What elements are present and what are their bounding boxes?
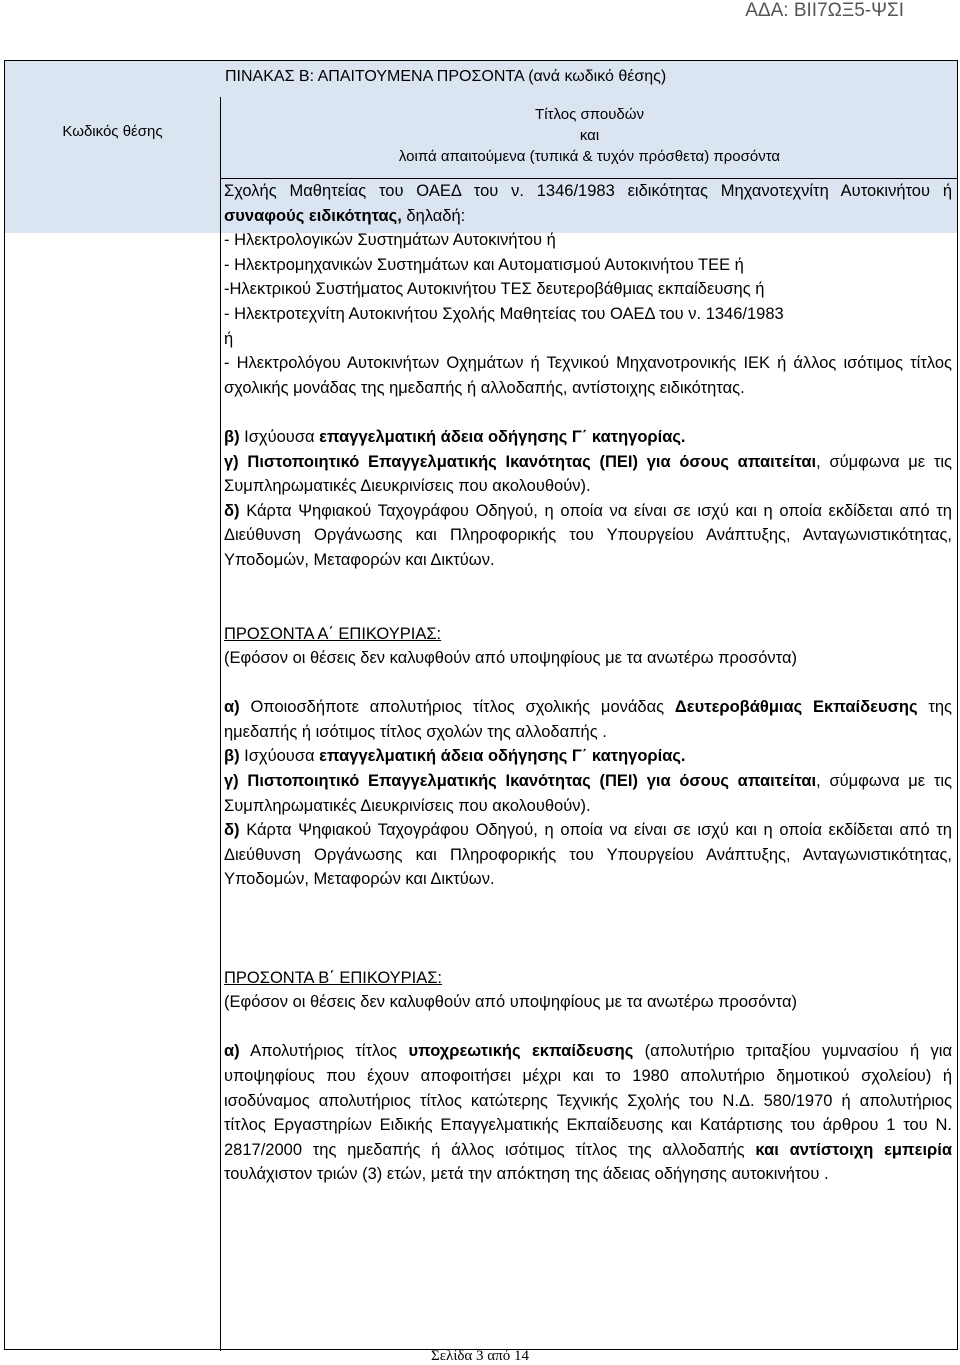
col-header-line: λοιπά απαιτούμενα (τυπικά & τυχόν πρόσθετα) προσόντα: [398, 148, 781, 165]
text: Οποιοσδήποτε απολυτήριος τίτλος σχολικής μονάδας: [239, 698, 675, 717]
label: β): [224, 747, 240, 766]
text: δηλαδή:: [401, 206, 466, 225]
text-bold: υποχρεωτικής εκπαίδευσης: [408, 1042, 634, 1061]
text-bold: Δευτεροβάθμιας Εκπαίδευσης: [674, 698, 918, 717]
text-bold: συναφούς ειδικότητας,: [224, 206, 402, 225]
text: Απολυτήριος τίτλος: [239, 1042, 409, 1061]
aux-a-requirement-c: [224, 769, 952, 818]
aux-a-requirement-d: [224, 818, 952, 892]
list-item: ή: [224, 329, 234, 348]
list-item: - Ηλεκτροτεχνίτη Αυτοκινήτου Σχολής Μαθητείας του ΟΑΕΔ του ν. 1346/1983: [224, 304, 784, 323]
page-number: Σελίδα 3 από 14: [431, 1348, 529, 1364]
text-bold: γ) Πιστοποιητικό Επαγγελματικής Ικανότητας (ΠΕΙ) για όσους απαιτείται: [224, 772, 817, 791]
text: Ισχύουσα: [239, 747, 320, 766]
text: Κάρτα Ψηφιακού Ταχογράφου Οδηγού, η οποία να είναι σε ισχύ και η οποία εκδίδεται από τη Διεύθυνση Οργάνωσης και Πληροφορικής του Υπουργείου Ανάπτυξης, Ανταγωνιστικότητας, Υποδομών, Μεταφορών και Δικτύων.: [224, 501, 952, 569]
list-item: -Ηλεκτρικού Συστήματος Αυτοκινήτου ΤΕΣ δευτεροβάθμιας εκπαίδευσης ή: [224, 280, 765, 299]
requirement-b: [224, 425, 952, 450]
ada-code: ΑΔΑ: ΒΙΙ7ΩΞ5-ΨΣΙ: [745, 0, 904, 21]
table-title: ΠΙΝΑΚΑΣ Β: ΑΠΑΙΤΟΥΜΕΝΑ ΠΡΟΣΟΝΤΑ (ανά κωδικό θέσης): [225, 68, 667, 85]
text: Ισχύουσα: [239, 427, 320, 446]
aux-a-note: (Εφόσον οι θέσεις δεν καλυφθούν από υποψηφίους με τα ανωτέρω προσόντα): [224, 649, 797, 668]
aux-b-note: (Εφόσον οι θέσεις δεν καλυφθούν από υποψηφίους με τα ανωτέρω προσόντα): [224, 993, 797, 1012]
aux-b-heading: ΠΡΟΣΟΝΤΑ Β΄ ΕΠΙΚΟΥΡΙΑΣ:: [224, 968, 443, 987]
qualifications-cell: [224, 179, 952, 1187]
requirements-table: [4, 60, 958, 1350]
list-item: - Ηλεκτρολόγου Αυτοκινήτων Οχημάτων ή Τεχνικού Μηχανοτρονικής ΙΕΚ ή άλλος ισότιμος τίτλος σχολικής μονάδας της ημεδαπής ή αλλοδαπής, αντίστοιχης ειδικότητας.: [224, 354, 952, 397]
aux-a-requirement-a: [224, 695, 952, 744]
main-paragraph: [224, 179, 952, 228]
aux-b-requirement-a: [224, 1039, 952, 1187]
table-title-row: [5, 61, 957, 98]
text: τουλάχιστον τριών (3) ετών, μετά την απόκτηση της άδειας οδήγησης αυτοκινήτου .: [224, 1165, 829, 1184]
text: , σύμφωνα με τις Συμπληρωματικές Διευκρινίσεις που ακολουθούν).: [224, 772, 952, 815]
text-bold: επαγγελματική άδεια οδήγησης Γ΄ κατηγορίας.: [319, 747, 686, 766]
aux-a-requirement-b: [224, 744, 952, 769]
text-bold: επαγγελματική άδεια οδήγησης Γ΄ κατηγορίας.: [319, 427, 686, 446]
label: δ): [224, 501, 240, 520]
label: α): [224, 698, 240, 717]
col-header-qualifications: [221, 104, 958, 167]
text: (απολυτήριο τριταξίου γυμνασίου ή για υποψηφίους που έχουν αποφοιτήσει μέχρι και το 1980 απολυτήριο δημοτικού σχολείου) ή ισοδύναμος απολυτήριος τίτλος κατώτερης Τεχνικής Σχολής του Ν.Δ. 580/1970 ή απολυτήριος τίτλος Εργαστηρίων Ειδικής Επαγγελματικής Εκπαίδευσης και Κατάρτισης του άρθρου 1 του Ν. 2817/2000 της ημεδαπής ή άλλος ισότιμος τίτλος της αλλοδαπής: [224, 1042, 952, 1159]
aux-a-heading: ΠΡΟΣΟΝΤΑ Α΄ ΕΠΙΚΟΥΡΙΑΣ:: [224, 624, 442, 643]
list-item: - Ηλεκτρομηχανικών Συστημάτων και Αυτοματισμού Αυτοκινήτου ΤΕΕ ή: [224, 255, 744, 274]
column-divider: [220, 97, 221, 1351]
col-header-line: και: [579, 127, 600, 144]
text: της ημεδαπής ή ισότιμος τίτλος σχολών της αλλοδαπής .: [224, 698, 952, 741]
text: , σύμφωνα με τις Συμπληρωματικές Διευκρινίσεις που ακολουθούν).: [224, 452, 952, 496]
col-header-code: Κωδικός θέσης: [62, 123, 163, 140]
label: β): [224, 427, 240, 446]
list-item: - Ηλεκτρολογικών Συστημάτων Αυτοκινήτου ή: [224, 231, 556, 250]
label: δ): [224, 821, 240, 840]
text-bold: και αντίστοιχη εμπειρία: [755, 1140, 952, 1159]
requirement-c: [224, 450, 952, 499]
text: Σχολής Μαθητείας του ΟΑΕΔ του ν. 1346/1983 ειδικότητας Μηχανοτεχνίτη Αυτοκινήτου ή: [224, 182, 952, 200]
requirement-d: [224, 499, 952, 573]
text: Κάρτα Ψηφιακού Ταχογράφου Οδηγού, η οποία να είναι σε ισχύ και η οποία εκδίδεται από τη Διεύθυνση Οργάνωσης και Πληροφορικής του Υπουργείου Ανάπτυξης, Ανταγωνιστικότητας, Υποδομών, Μεταφορών και Δικτύων.: [224, 821, 952, 889]
col-header-line: Τίτλος σπουδών: [535, 106, 644, 123]
label: α): [224, 1042, 240, 1061]
text-bold: γ) Πιστοποιητικό Επαγγελματικής Ικανότητας (ΠΕΙ) για όσους απαιτείται: [224, 452, 817, 471]
